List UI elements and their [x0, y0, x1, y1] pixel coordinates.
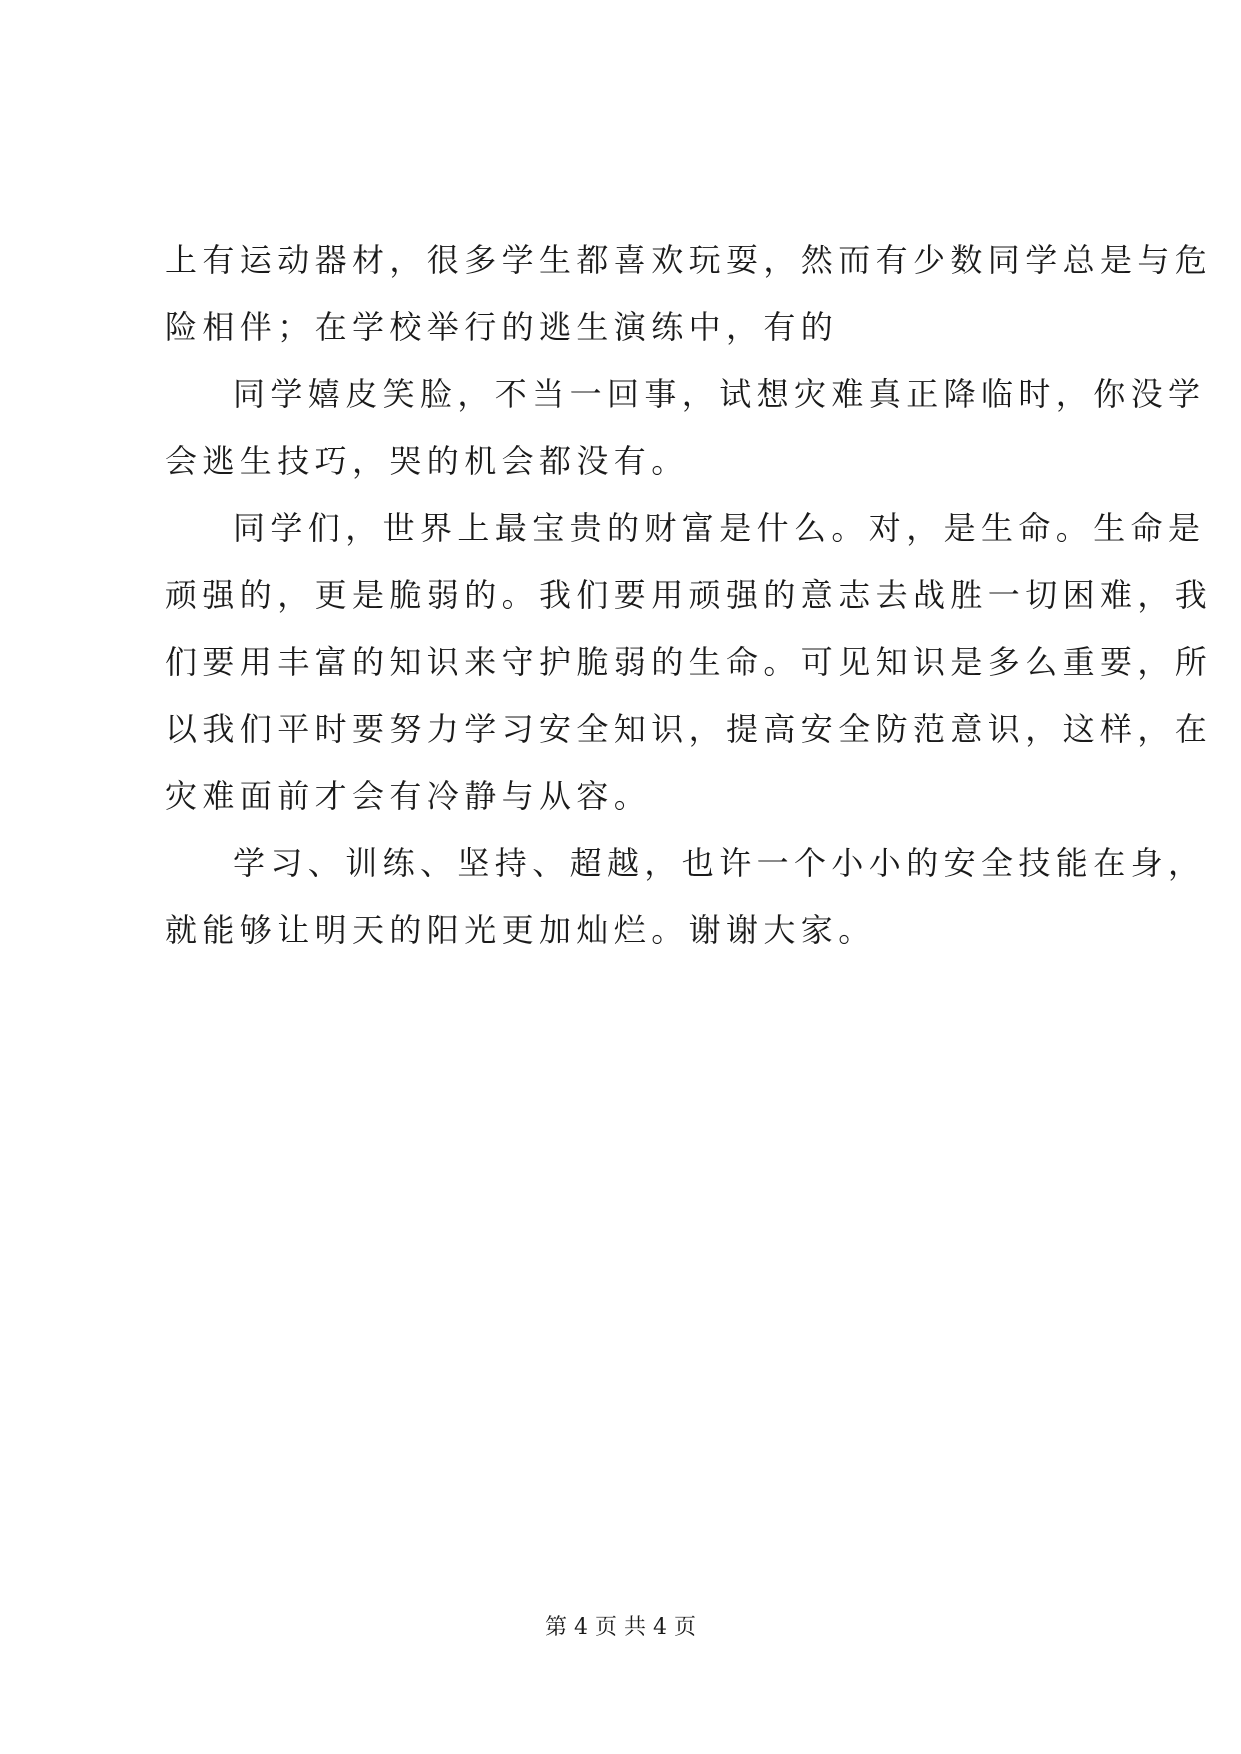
paragraph-1 — [165, 227, 1213, 361]
text-line: 险相伴；在学校举行的逃生演练中，有的 — [165, 308, 839, 346]
text-line: 们要用丰富的知识来守护脆弱的生命。可见知识是多么重要，所 — [165, 643, 1213, 681]
page-footer: 第 4 页 共 4 页 — [545, 1615, 696, 1640]
text-line: 上有运动器材，很多学生都喜欢玩耍，然而有少数同学总是与危 — [165, 241, 1213, 279]
text-line: 同学们，世界上最宝贵的财富是什么。对，是生命。生命是 — [233, 509, 1206, 547]
text-line: 学习、训练、坚持、超越，也许一个小小的安全技能在身， — [233, 844, 1206, 882]
text-line: 同学嬉皮笑脸，不当一回事，试想灾难真正降临时，你没学 — [233, 375, 1206, 413]
document-body — [165, 227, 1213, 964]
text-line: 就能够让明天的阳光更加灿烂。谢谢大家。 — [165, 911, 876, 949]
text-line: 顽强的，更是脆弱的。我们要用顽强的意志去战胜一切困难，我 — [165, 576, 1213, 614]
paragraph-2 — [165, 361, 1206, 495]
paragraph-4 — [165, 830, 1206, 964]
paragraph-3 — [165, 495, 1213, 830]
text-line: 灾难面前才会有冷静与从容。 — [165, 777, 652, 815]
text-line: 以我们平时要努力学习安全知识，提高安全防范意识，这样，在 — [165, 710, 1213, 748]
text-line: 会逃生技巧，哭的机会都没有。 — [165, 442, 689, 480]
